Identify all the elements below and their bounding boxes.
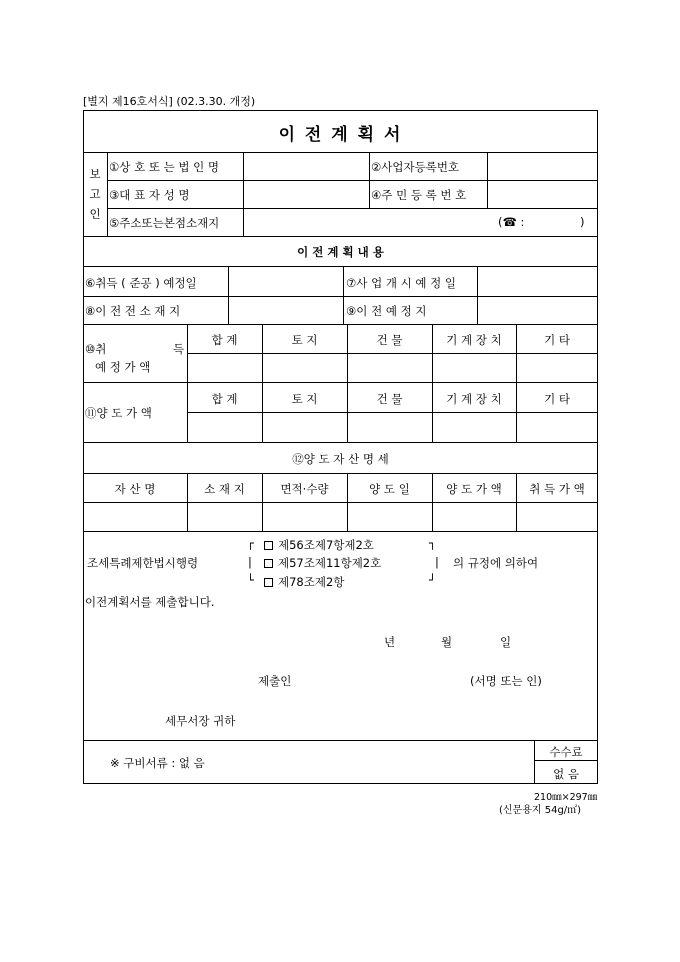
law-label: 조세특례제한법시행령 [87,556,199,570]
option-label: 제56조제7항제2호 [278,538,374,552]
required-docs-label: ※ 구비서류 : 없 음 [110,756,205,770]
acq-col-other-header: 기 타 [544,333,570,347]
phone-field[interactable] [538,210,576,234]
transfer-col-total-header: 합 계 [211,392,238,406]
current-location-label: ⑧이 전 전 소 재 지 [85,304,181,318]
phone-label: (☎ : [498,215,525,229]
transfer-machinery-input[interactable] [434,414,514,440]
bracket-top-right: ┐ [429,536,436,550]
transfer-col-other-header: 기 타 [544,392,570,406]
date-month-label: 월 [441,635,453,649]
plan-section-heading: 이 전 계 획 내 용 [297,245,384,259]
resident-no-label: ④주 민 등 록 번 호 [371,188,467,202]
option-56-7-2[interactable] [264,537,374,553]
transfer-building-input[interactable] [349,414,430,440]
acq-price-label-end: 득 [173,342,185,356]
asset-col-transfer-price-header: 양 도 가 액 [446,482,502,496]
transfer-col-machinery-header: 기 계 장 치 [446,392,502,406]
asset-area-input[interactable] [264,504,345,529]
biz-reg-no-label: ②사업자등록번호 [371,160,460,174]
option-label: 제78조제2항 [278,575,345,589]
date-day-label: 일 [500,635,512,649]
paper-spec: (신문용지 54g/㎡) [499,805,582,816]
acq-date-label: ⑥취득 ( 준공 ) 예정일 [85,276,197,290]
acq-building-input[interactable] [349,355,430,380]
bracket-bottom-left: └ [247,573,254,587]
asset-acq-price-input[interactable] [518,504,596,529]
biz-reg-no-field[interactable] [489,154,596,178]
asset-transfer-date-input[interactable] [349,504,430,529]
transfer-price-label: ⑪양 도 가 액 [85,406,152,420]
submit-statement: 이전계획서를 제출합니다. [85,595,215,609]
acq-land-input[interactable] [264,355,345,380]
acq-price-label: ⑩취 [85,342,107,356]
asset-col-name-header: 자 산 명 [114,482,156,496]
checkbox-icon[interactable] [264,541,273,550]
checkbox-icon[interactable] [264,578,273,587]
reporter-section-label [88,164,102,224]
acq-col-machinery-header: 기 계 장 치 [446,333,502,347]
transfer-col-land-header: 토 지 [291,392,318,406]
acq-price-label-line2: 예 정 가 액 [95,360,151,374]
acq-col-total-header: 합 계 [211,333,238,347]
company-name-field[interactable] [245,154,367,178]
acq-other-input[interactable] [518,355,596,380]
asset-transfer-price-input[interactable] [434,504,514,529]
applicant-label: 제출인 [258,674,292,688]
asset-col-acq-price-header: 취 득 가 액 [529,482,585,496]
option-78-2[interactable] [264,574,344,590]
acq-date-field[interactable] [230,268,341,294]
page-title: 이 전 계 획 서 [278,125,403,145]
form-number-label: [별지 제16호서식] (02.3.30. 개정) [83,95,256,108]
rep-name-label: ③대 표 자 성 명 [109,188,190,202]
bracket-mid-left: | [248,555,252,569]
asset-section-heading: ⑫양 도 자 산 명 세 [292,452,389,466]
signature-label: (서명 또는 인) [470,674,542,688]
reporter-label-char: 고 [89,187,101,201]
biz-start-field[interactable] [479,268,596,294]
acq-total-input[interactable] [189,355,260,380]
acq-col-land-header: 토 지 [291,333,318,347]
acq-col-building-header: 건 물 [376,333,403,347]
option-label: 제57조제11항제2호 [278,556,382,570]
asset-location-input[interactable] [189,504,260,529]
company-name-label: ①상 호 또 는 법 인 명 [109,160,220,174]
bracket-bottom-right: ┘ [429,573,436,587]
current-location-field[interactable] [230,298,341,322]
transfer-col-building-header: 건 물 [376,392,403,406]
asset-col-transfer-date-header: 양 도 일 [369,482,410,496]
paper-size: 210㎜×297㎜ [534,792,598,803]
transfer-other-input[interactable] [518,414,596,440]
phone-close-paren: ) [580,215,585,229]
transfer-total-input[interactable] [189,414,260,440]
bracket-mid-right: | [435,555,439,569]
transfer-land-input[interactable] [264,414,345,440]
option-57-11-2[interactable] [264,555,381,571]
asset-col-location-header: 소 재 지 [204,482,245,496]
addressee: 세무서장 귀하 [165,714,236,728]
applicant-field[interactable] [300,668,460,690]
rep-name-field[interactable] [245,182,367,206]
checkbox-icon[interactable] [264,559,273,568]
planned-location-label: ⑨이 전 예 정 지 [346,304,427,318]
biz-start-label: ⑦사 업 개 시 예 정 일 [346,276,457,290]
asset-name-input[interactable] [85,504,185,529]
address-field[interactable] [245,210,495,234]
fee-label: 수수료 [549,745,583,759]
resident-no-field[interactable] [489,182,596,206]
reporter-label-char: 보 [89,167,101,181]
law-suffix: 의 규정에 의하여 [453,556,539,570]
bracket-top-left: ┌ [247,536,254,550]
date-year-label: 년 [384,635,396,649]
acq-machinery-input[interactable] [434,355,514,380]
planned-location-field[interactable] [479,298,596,322]
address-label: ⑤주소또는본점소재지 [109,216,220,230]
reporter-label-char: 인 [89,207,101,221]
fee-value: 없 음 [553,767,579,781]
asset-col-area-header: 면적·수량 [280,482,329,496]
